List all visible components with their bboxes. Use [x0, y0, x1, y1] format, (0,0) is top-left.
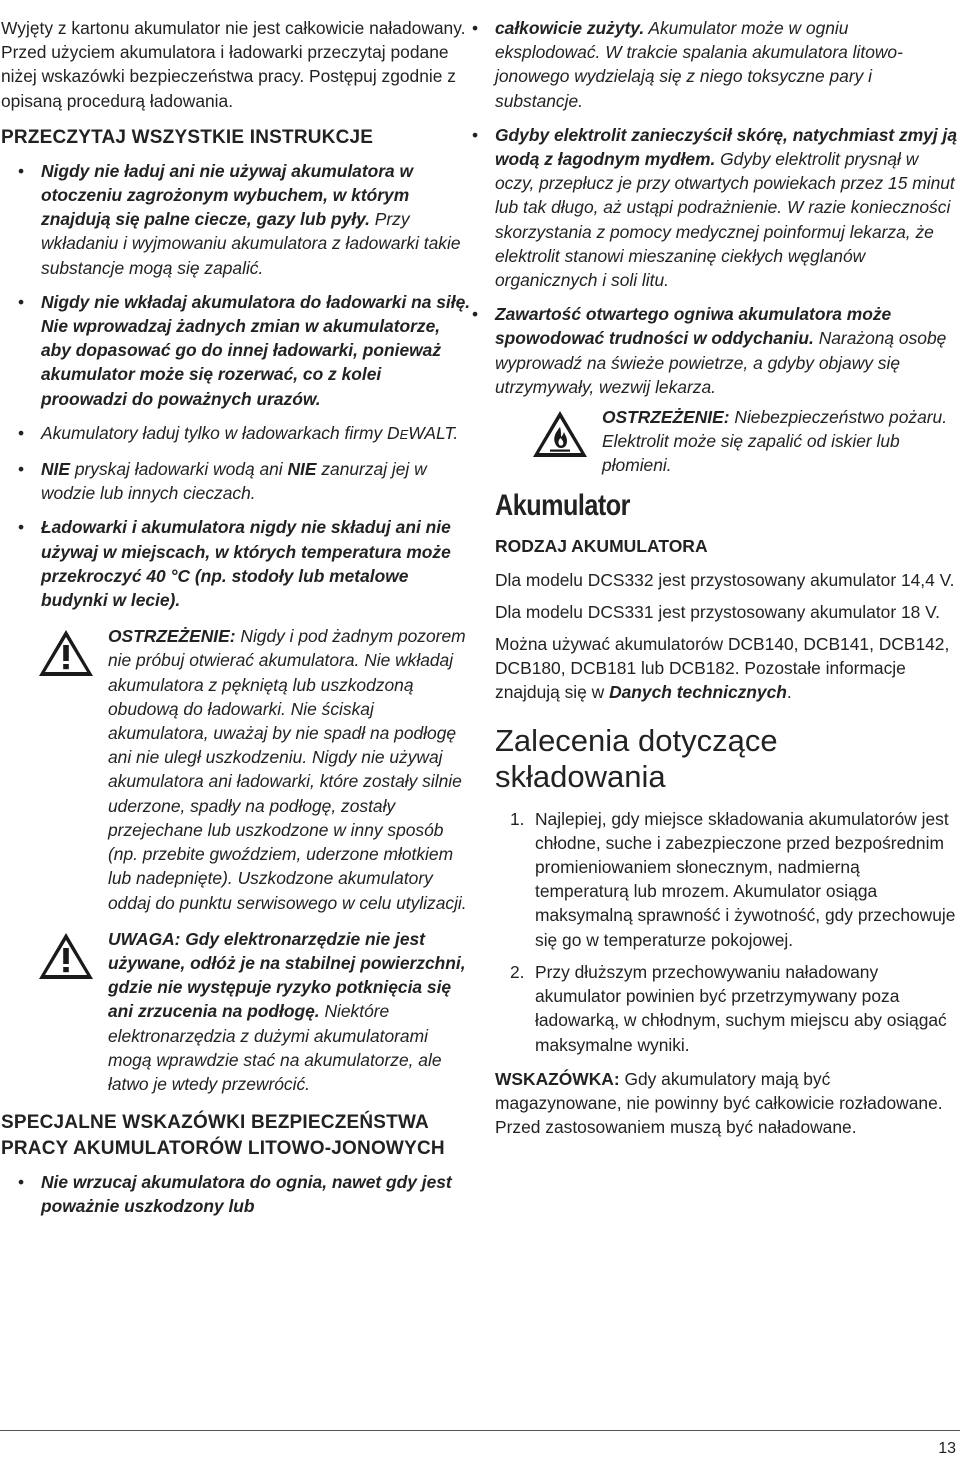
- list-text: Najlepiej, gdy miejsce składowania akumulatorów jest chłodne, suche i zabezpieczone przed bezpośrednim promieniowaniem słonecznym, nadmierną temperaturą lub mrozem. Akumulator osiąga maksymalną sprawność i żywotność, gdy przechowuje się go w temperaturze pokojowej.: [535, 808, 956, 950]
- list-number: 2.: [510, 961, 525, 982]
- caution-text: Niektóre elektronarzędzia z dużymi akumulatorami mogą wprawdzie stać na akumulatorze, ale łatwo je wtedy przewrócić.: [108, 1001, 442, 1094]
- heading-battery-type: RODZAJ AKUMULATORA: [495, 535, 708, 556]
- fire-hazard-icon: [531, 409, 589, 459]
- list-item: [1, 421, 471, 447]
- paragraph-compatible-batteries: [495, 632, 957, 705]
- bullet-text: Przy wkładaniu i wyjmowaniu akumulatora z ładowarki takie substancje mogą się zapalić.: [41, 209, 461, 278]
- nie-emphasis: NIE: [287, 459, 317, 480]
- bullet-text-end: .: [453, 422, 459, 443]
- list-item: [1, 515, 471, 612]
- bullet-bold-text: Ładowarki i akumulatora nigdy nie składuj ani nie używaj w miejscach, w których temperatura może przekroczyć 40 °C (np. stodoły lub metalowe budynki w lecie).: [41, 517, 451, 611]
- nie-emphasis: NIE: [41, 459, 70, 480]
- bullet-bold-text: całkowicie zużyty.: [495, 18, 645, 38]
- warning-triangle-icon: [37, 628, 95, 678]
- warning-label: OSTRZEŻENIE:: [108, 626, 236, 647]
- list-item-continued: [455, 16, 957, 113]
- bullet-bold-text: Nie wrzucaj akumulatora do ognia, nawet gdy jest poważnie uszkodzony lub: [41, 1172, 452, 1217]
- paragraph-text: Można używać akumulatorów DCB140, DCB141, DCB142, DCB180, DCB181 lub DCB182. Pozostałe informacje znajdują się w: [495, 634, 950, 703]
- list-number: 1.: [510, 808, 525, 829]
- list-text: Przy dłuższym przechowywaniu naładowany akumulator powinien być przetrzymywany poza ładowarką, w chłodnym, suchym miejscu aby osiągać maksymalne wyniki.: [535, 961, 947, 1055]
- right-column: [495, 16, 957, 1139]
- heading-li-ion-safety: SPECJALNE WSKAZÓWKI BEZPIECZEŃSTWA PRACY AKUMULATORÓW LITOWO-JONOWYCH: [1, 1112, 445, 1160]
- list-item: [495, 960, 957, 1057]
- bullet-bold-text: Gdyby elektrolit zanieczyścił skórę, natychmiast zmyj ją wodą z łagodnym mydłem.: [495, 124, 958, 170]
- technical-data-reference: Danych technicznych: [609, 682, 787, 703]
- heading-read-all-instructions: PRZECZYTAJ WSZYSTKIE INSTRUKCJE: [1, 126, 374, 148]
- note-label: WSKAZÓWKA:: [495, 1068, 620, 1089]
- brand-name: [387, 423, 453, 443]
- heading-storage-recommendations: Zalecenia dotyczące składowania: [495, 722, 778, 794]
- bullet-text-end: zanurzaj jej w wodzie lub innych cieczach.: [41, 459, 427, 504]
- warning-text: Nigdy i pod żadnym pozorem nie próbuj otwierać akumulatora. Nie wkładaj akumulatora z pękniętą lub uszkodzoną obudową do ładowarki. Nie ściskaj akumulatora, uważaj by nie spadł na podłogę ani nie uległ uszkodzeniu. Nigdy nie używaj akumulatora ani ładowarki, które zostały silnie uderzone, spadły na podłogę, zostały przejechane lub uszkodzone w inny sposób (np. przebite gwoździem, uderzone młotkiem lub nadepnięte). Uszkodzone akumulatory oddaj do punktu serwisowego w celu utylizacji.: [108, 626, 467, 913]
- li-ion-bullets-continued: [455, 16, 957, 399]
- footer-divider: [0, 1430, 960, 1431]
- bullet-text: Narażoną osobę wyprowadź na świeże powietrze, a gdyby objawy się utrzymywały, wezwij lekarza.: [495, 328, 947, 397]
- storage-list: [495, 807, 957, 1057]
- page-number: 13: [938, 1440, 956, 1457]
- bullet-bold-text: Nigdy nie wkładaj akumulatora do ładowarki na siłę. Nie wprowadzaj żadnych zmian w akumulatorze, aby dopasować go do innej ładowarki, ponieważ akumulator może się rozerwać, co z kolei proowadzi do poważnych urazów.: [41, 291, 471, 409]
- warning-block-fire: [495, 405, 957, 478]
- storage-note: [495, 1067, 957, 1140]
- caution-bold-text: UWAGA: Gdy elektronarzędzie nie jest używane, odłóż je na stabilnej powierzchni, gdzie nie występuje ryzyko potknięcia się ani zrzucenia na podłogę.: [108, 928, 466, 1022]
- warning-text: Niebezpieczeństwo pożaru. Elektrolit może się zapalić od iskier lub płomieni.: [602, 407, 948, 476]
- bullet-text: Akumulatory ładuj tylko w ładowarkach firmy: [41, 422, 388, 443]
- bullet-bold-text: Nigdy nie ładuj ani nie używaj akumulatora w otoczeniu zagrożonym wybuchem, w którym znajdują się palne ciecze, gazy lub pyły.: [41, 160, 414, 230]
- warning-label: OSTRZEŻENIE:: [602, 407, 730, 428]
- li-ion-bullets: [1, 1170, 471, 1218]
- list-item: [1, 457, 471, 505]
- left-column: [1, 16, 471, 1229]
- list-item: [1, 1170, 471, 1218]
- brand-rest: WALT: [408, 422, 454, 443]
- bullet-bold-text: Zawartość otwartego ogniwa akumulatora może spowodować trudności w oddychaniu.: [495, 304, 892, 349]
- list-item: [455, 302, 957, 399]
- paragraph-end: .: [786, 682, 792, 703]
- list-item: [495, 807, 957, 952]
- caution-block-stable-surface: [1, 927, 471, 1096]
- bullet-text: pryskaj ładowarki wodą ani: [70, 459, 288, 480]
- heading-akumulator: Akumulator: [495, 488, 630, 522]
- intro-paragraph: Wyjęty z kartonu akumulator nie jest całkowicie naładowany. Przed użyciem akumulatora i ładowarki przeczytaj podane niżej wskazówki bezpieczeństwa pracy. Postępuj zgodnie z opisaną procedurą ładowania.: [1, 18, 466, 111]
- list-item: [1, 290, 471, 411]
- bullet-text: Akumulator może w ogniu eksplodować. W trakcie spalania akumulatora litowo-jonowego wydzielają się z niego toksyczne pary i substancje.: [495, 18, 903, 111]
- paragraph-dcs332: Dla modelu DCS332 jest przystosowany akumulator 14,4 V.: [495, 569, 955, 590]
- list-item: [1, 159, 471, 280]
- warning-block-open-battery: [1, 624, 471, 914]
- brand-letter: D: [387, 422, 400, 443]
- list-item: [455, 123, 957, 292]
- note-text: Gdy akumulatory mają być magazynowane, nie powinny być całkowicie rozładowane. Przed zastosowaniem muszą być naładowane.: [495, 1068, 943, 1138]
- paragraph-dcs331: Dla modelu DCS331 jest przystosowany akumulator 18 V.: [495, 601, 940, 622]
- safety-bullets: [1, 159, 471, 612]
- warning-triangle-icon: [37, 931, 95, 981]
- bullet-text: Gdyby elektrolit prysnął w oczy, przepłucz je przy otwartych powiekach przez 15 minut lub tak długo, aż ustąpi podrażnienie. W razie konieczności skorzystania z pomocy medycznej poinformuj lekarza, że elektrolit stanowi mieszaninę ciekłych węglanów organicznych i soli litu.: [495, 149, 955, 291]
- brand-letter-small: E: [399, 426, 409, 442]
